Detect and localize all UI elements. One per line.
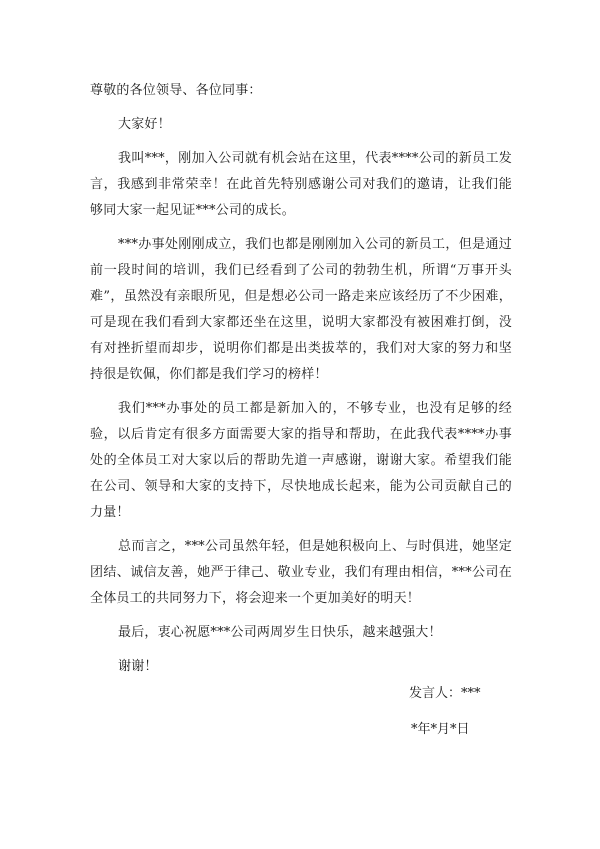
paragraph-summary: 总而言之，***公司虽然年轻，但是她积极向上、与时俱进，她坚定团结、诚信友善，她严于律己、敬业专业，我们有理由相信，***公司在全体员工的共同努力下，将会迎来一个更加美好的明天！ — [90, 539, 512, 606]
signature-block — [409, 680, 481, 744]
paragraph-new-staff: 我们***办事处的员工都是新加入的，不够专业，也没有足够的经验，以后肯定有很多方面需要大家的指导和帮助，在此我代表****办事处的全体员工对大家以后的帮助先道一声感谢，谢谢大家。希望我们能在公司、领导和大家的支持下，尽快地成长起来，能为公司贡献自己的力量！ — [90, 401, 512, 520]
salutation: 尊敬的各位领导、各位同事： — [90, 83, 262, 98]
speaker-line: 发言人：*** — [409, 686, 481, 701]
date-line: *年*月*日 — [411, 722, 470, 737]
paragraph-thanks: 谢谢！ — [118, 659, 158, 674]
paragraph-wishes: 最后，衷心祝愿***公司两周岁生日快乐，越来越强大！ — [118, 625, 442, 640]
paragraph-greeting: 大家好！ — [118, 117, 171, 132]
paragraph-company-praise: ***办事处刚刚成立，我们也都是刚刚加入公司的新员工，但是通过前一段时间的培训，我们已经看到了公司的勃勃生机，所谓“万事开头难”，虽然没有亲眼所见，但是想必公司一路走来应该经历了不少困难，可是现在我们看到大家都还坐在这里，说明大家都没有被困难打倒，没有对挫折望而却步，说明你们都是出类拔萃的，我们对大家的努力和坚持很是钦佩，你们都是我们学习的榜样！ — [90, 237, 512, 382]
paragraph-introduction: 我叫***，刚加入公司就有机会站在这里，代表****公司的新员工发言，我感到非常荣幸！在此首先特别感谢公司对我们的邀请，让我们能够同大家一起见证***公司的成长。 — [90, 151, 512, 218]
speech-body — [90, 78, 512, 688]
